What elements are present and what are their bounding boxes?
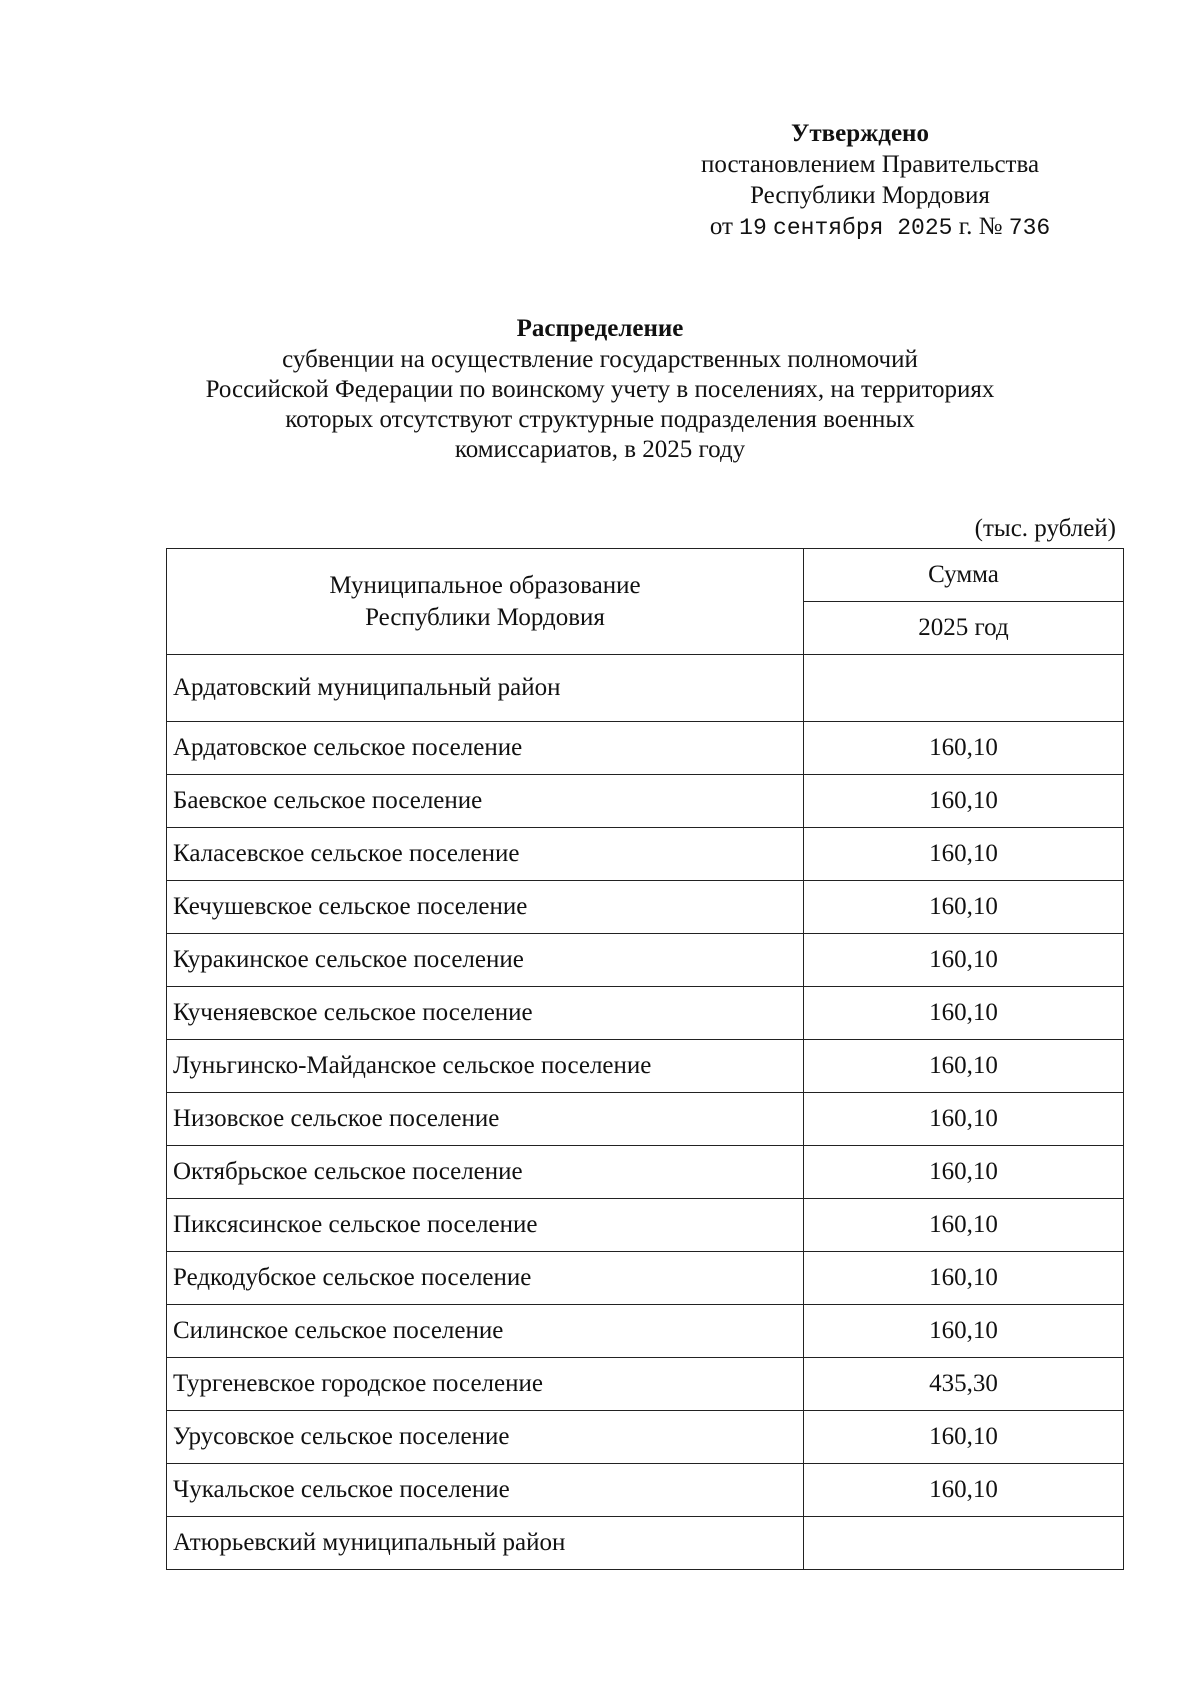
- settlement-name: Пиксясинское сельское поселение: [167, 1199, 804, 1252]
- table-row: [167, 987, 1124, 1040]
- settlement-name: Луньгинско-Майданское сельское поселение: [167, 1040, 804, 1093]
- district-name: Ардатовский муниципальный район: [167, 655, 804, 722]
- settlement-name: Силинское сельское поселение: [167, 1305, 804, 1358]
- settlement-name: Кечушевское сельское поселение: [167, 881, 804, 934]
- header-municipality: [167, 549, 804, 655]
- title-line-3: которых отсутствуют структурные подразделения военных: [285, 406, 915, 433]
- settlement-name: Редкодубское сельское поселение: [167, 1252, 804, 1305]
- settlement-amount: 160,10: [804, 1464, 1124, 1517]
- settlement-name: Баевское сельское поселение: [167, 775, 804, 828]
- table-header-row: [167, 549, 1124, 602]
- table-row: [167, 828, 1124, 881]
- settlement-amount: 160,10: [804, 881, 1124, 934]
- table-row: [167, 1040, 1124, 1093]
- date-month-year: сентября 2025: [773, 215, 953, 241]
- settlement-amount: 160,10: [804, 934, 1124, 987]
- table-row: [167, 1464, 1124, 1517]
- date-suffix: г.: [958, 213, 973, 240]
- table-row: [167, 1199, 1124, 1252]
- header-sum: Сумма: [804, 549, 1124, 602]
- table-row: [167, 1252, 1124, 1305]
- settlement-amount: 160,10: [804, 1199, 1124, 1252]
- date-prefix: от: [709, 213, 733, 240]
- decree-number: 736: [1008, 215, 1051, 241]
- table-row: [167, 1358, 1124, 1411]
- table-row: [167, 722, 1124, 775]
- settlement-name: Урусовское сельское поселение: [167, 1411, 804, 1464]
- approval-block: [640, 118, 1100, 244]
- settlement-name: Чукальское сельское поселение: [167, 1464, 804, 1517]
- settlement-name: Низовское сельское поселение: [167, 1093, 804, 1146]
- district-amount-empty: [804, 1517, 1124, 1570]
- table-row: [167, 775, 1124, 828]
- settlement-amount: 160,10: [804, 775, 1124, 828]
- table-row: [167, 1093, 1124, 1146]
- settlement-amount: 160,10: [804, 987, 1124, 1040]
- settlement-amount: 435,30: [804, 1358, 1124, 1411]
- settlement-name: Каласевское сельское поселение: [167, 828, 804, 881]
- title-line-2: Российской Федерации по воинскому учету в поселениях, на территориях: [205, 376, 995, 403]
- number-sign: №: [978, 213, 1003, 240]
- settlement-amount: 160,10: [804, 1040, 1124, 1093]
- district-row: [167, 655, 1124, 722]
- table-row: [167, 1411, 1124, 1464]
- header-municipality-line-1: Муниципальное образование: [329, 571, 641, 599]
- distribution-table: [166, 548, 1124, 1570]
- approval-line-2: Республики Мордовия: [750, 182, 990, 209]
- document-title: Распределение: [516, 315, 684, 342]
- settlement-name: Тургеневское городское поселение: [167, 1358, 804, 1411]
- unit-note: (тыс. рублей): [974, 515, 1116, 542]
- table-row: [167, 1305, 1124, 1358]
- title-line-4: комиссариатов, в 2025 году: [454, 436, 746, 463]
- date-day: 19: [739, 215, 767, 241]
- settlement-name: Октябрьское сельское поселение: [167, 1146, 804, 1199]
- approval-date: [660, 211, 1100, 244]
- settlement-amount: 160,10: [804, 722, 1124, 775]
- title-line-1: субвенции на осуществление государственных полномочий: [282, 346, 918, 373]
- approval-line-1: постановлением Правительства: [700, 151, 1040, 178]
- header-year: 2025 год: [804, 602, 1124, 655]
- settlement-name: Куракинское сельское поселение: [167, 934, 804, 987]
- settlement-name: Ардатовское сельское поселение: [167, 722, 804, 775]
- document-title-block: [140, 314, 1060, 465]
- district-name: Атюрьевский муниципальный район: [167, 1517, 804, 1570]
- district-row: [167, 1517, 1124, 1570]
- district-amount-empty: [804, 655, 1124, 722]
- table-row: [167, 881, 1124, 934]
- settlement-amount: 160,10: [804, 1146, 1124, 1199]
- table-row: [167, 1146, 1124, 1199]
- settlement-amount: 160,10: [804, 1252, 1124, 1305]
- settlement-amount: 160,10: [804, 1411, 1124, 1464]
- table-row: [167, 934, 1124, 987]
- settlement-amount: 160,10: [804, 828, 1124, 881]
- header-municipality-line-2: Республики Мордовия: [365, 603, 605, 631]
- settlement-amount: 160,10: [804, 1093, 1124, 1146]
- settlement-amount: 160,10: [804, 1305, 1124, 1358]
- settlement-name: Кученяевское сельское поселение: [167, 987, 804, 1040]
- approval-heading: Утверждено: [791, 120, 929, 147]
